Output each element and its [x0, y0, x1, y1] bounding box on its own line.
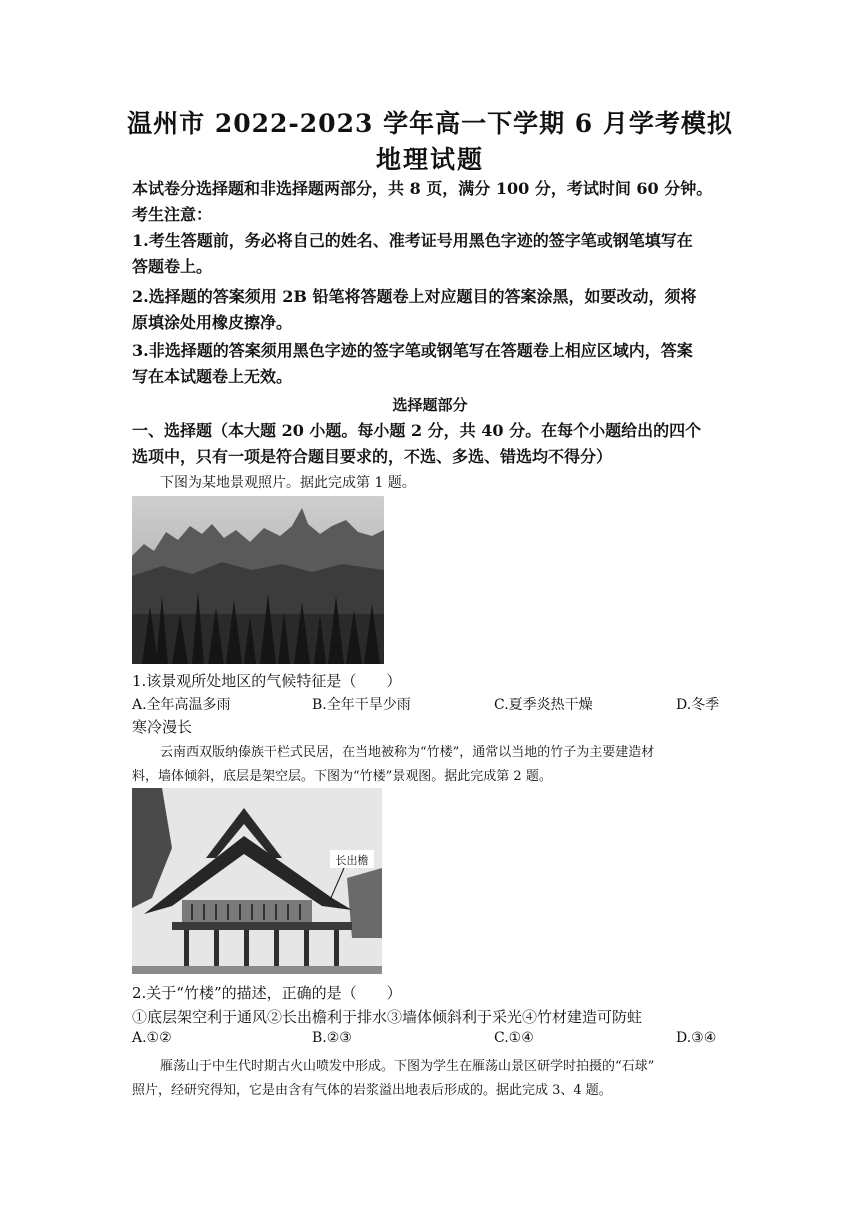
q2-intro-line-2: 料，墙体倾斜，底层是架空层。下图为“竹楼”景观图。据此完成第 2 题。 — [132, 769, 552, 784]
notice-item-3-line-2: 写在本试题卷上无效。 — [132, 367, 293, 386]
q1-option-d: D.冬季 — [676, 697, 720, 713]
landscape-photo — [132, 496, 384, 664]
bamboo-house-graphic — [132, 788, 382, 974]
q2-option-b: B.②③ — [312, 1030, 352, 1046]
q2-stem: 2.关于“竹楼”的描述，正确的是（ ） — [132, 984, 402, 1002]
q1-option-c: C.夏季炎热干燥 — [494, 697, 593, 713]
section-title: 选择题部分 — [392, 396, 468, 414]
notice-item-1-line-1: 1.考生答题前，务必将自己的姓名、准考证号用黑色字迹的签字笔或钢笔填写在 — [132, 231, 693, 250]
q1-option-a: A.全年高温多雨 — [132, 697, 231, 713]
exam-title: 温州市 2022-2023 学年高一下学期 6 月学考模拟 — [127, 109, 733, 138]
q1-option-b: B.全年干旱少雨 — [312, 697, 411, 713]
notice-item-1-line-2: 答题卷上。 — [132, 257, 213, 276]
q2-option-d: D.③④ — [676, 1030, 717, 1046]
q34-intro-line-1: 雁荡山于中生代时期古火山喷发中形成。下图为学生在雁荡山景区研学时拍摄的“石球” — [160, 1059, 655, 1074]
q34-intro-line-2: 照片，经研究得知，它是由含有气体的岩浆溢出地表后形成的。据此完成 3、4 题。 — [132, 1083, 612, 1098]
notice-intro: 本试卷分选择题和非选择题两部分，共 8 页，满分 100 分，考试时间 60 分钟。 — [132, 179, 713, 198]
landscape-photo-graphic — [132, 496, 384, 664]
q2-option-c: C.①④ — [494, 1030, 534, 1046]
q1-stem: 1.该景观所处地区的气候特征是（ ） — [132, 672, 402, 690]
notice-item-3-line-1: 3.非选择题的答案须用黑色字迹的签字笔或钢笔写在答题卷上相应区域内，答案 — [132, 341, 693, 360]
q1-option-d-continued: 寒冷漫长 — [132, 718, 193, 736]
eave-label: 长出檐 — [335, 854, 369, 867]
q2-options — [132, 1030, 732, 1052]
q2-intro-line-1: 云南西双版纳傣族干栏式民居，在当地被称为“竹楼”，通常以当地的竹子为主要建造材 — [160, 745, 655, 760]
notice-label: 考生注意： — [132, 205, 213, 224]
section-heading-line-2: 选项中，只有一项是符合题目要求的，不选、多选、错选均不得分） — [132, 447, 613, 466]
q1-intro: 下图为某地景观照片。据此完成第 1 题。 — [160, 475, 416, 491]
bamboo-house-photo — [132, 788, 382, 974]
exam-subtitle: 地理试题 — [375, 145, 484, 174]
notice-item-2-line-1: 2.选择题的答案须用 2B 铅笔将答题卷上对应题目的答案涂黑，如要改动，须将 — [132, 287, 697, 306]
q1-options — [132, 694, 732, 716]
section-heading-line-1: 一、选择题（本大题 20 小题。每小题 2 分，共 40 分。在每个小题给出的四个 — [132, 421, 702, 440]
q2-statements: ①底层架空利于通风②长出檐利于排水③墙体倾斜利于采光④竹材建造可防蛀 — [132, 1008, 643, 1026]
notice-item-2-line-2: 原填涂处用橡皮擦净。 — [132, 313, 293, 332]
q2-option-a: A.①② — [132, 1030, 172, 1046]
